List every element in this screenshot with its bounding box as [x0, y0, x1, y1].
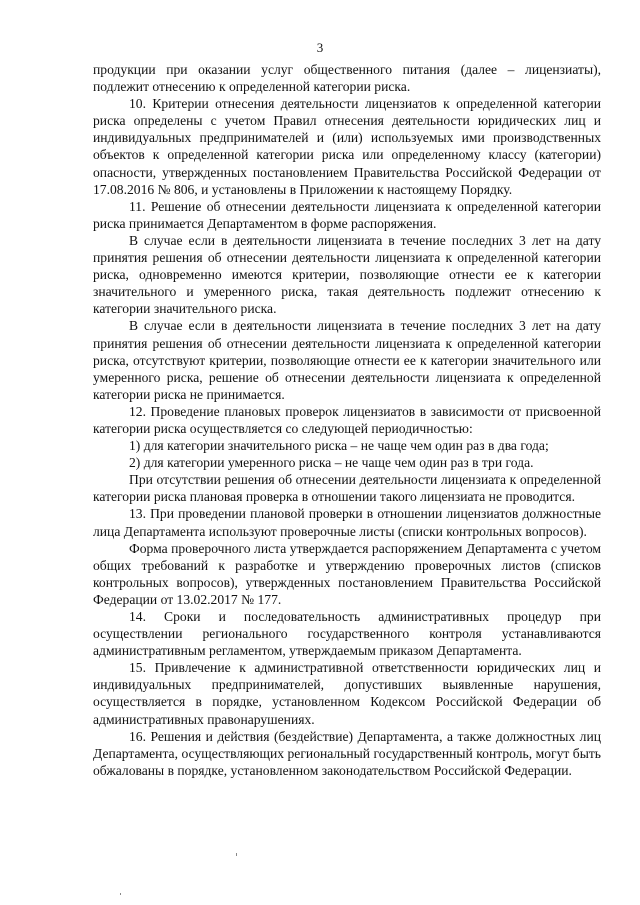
- document-body: [93, 61, 601, 779]
- paragraph-item-11: 11. Решение об отнесении деятельности лицензиата к определенной категории риска принимается Департаментом в форме распоряжения.: [93, 198, 601, 231]
- paragraph-case-no-criteria: В случае если в деятельности лицензиата в течение последних 3 лет на дату принятия решения об отнесении деятельности лицензиата к определенной категории риска, отсутствуют критерии, позволяющие отнести ее к категории значительного или умеренного риска, решение об отнесении деятельности лицензиата к определенной категории риска не принимается.: [93, 318, 601, 402]
- scan-speck: [120, 893, 121, 895]
- scan-speck: [236, 853, 237, 856]
- paragraph-item-10: 10. Критерии отнесения деятельности лицензиатов к определенной категории риска определены с учетом Правил отнесения деятельности юридических лиц и индивидуальных предпринимателей и (или) используемых ими производственных объектов к определенной категории риска или определенному классу (категории) опасности, утвержденных постановлением Правительства Российской Федерации от 17.08.2016 № 806, и установлены в Приложении к настоящему Порядку.: [93, 96, 601, 197]
- paragraph-continuation: продукции при оказании услуг общественного питания (далее – лицензиаты), подлежит отнесению к определенной категории риска.: [93, 62, 601, 95]
- paragraph-checklist-form: Форма проверочного листа утверждается распоряжением Департамента с учетом общих требований к разработке и утверждению проверочных листов (списков контрольных вопросов), утвержденных постановлением Правительства Российской Федерации от 13.02.2017 № 177.: [93, 540, 601, 607]
- paragraph-item-12: 12. Проведение плановых проверок лицензиатов в зависимости от присвоенной категории риска осуществляется со следующей периодичностью:: [93, 403, 601, 436]
- paragraph-no-decision: При отсутствии решения об отнесении деятельности лицензиата к определенной категории риска плановая проверка в отношении такого лицензиата не проводится.: [93, 472, 601, 505]
- paragraph-item-14: 14. Сроки и последовательность административных процедур при осуществлении регионального государственного контроля устанавливаются административным регламентом, утверждаемым приказом Департамента.: [93, 609, 601, 659]
- list-item-significant-risk: 1) для категории значительного риска – не чаще чем один раз в два года;: [129, 438, 549, 454]
- paragraph-case-both-criteria: В случае если в деятельности лицензиата в течение последних 3 лет на дату принятия решения об отнесении деятельности лицензиата к определенной категории риска, одновременно имеются критерии, позволяющие отнести ее к категории значительного и умеренного риска, такая деятельность подлежит отнесению к категории значительного риска.: [93, 232, 601, 317]
- list-item-moderate-risk: 2) для категории умеренного риска – не чаще чем один раз в три года.: [129, 455, 534, 471]
- paragraph-item-16: 16. Решения и действия (бездействие) Департамента, а также должностных лиц Департамента, осуществляющих региональный государственный контроль, могут быть обжалованы в порядке, установленном законодательством Российской Федерации.: [93, 728, 601, 778]
- paragraph-item-13: 13. При проведении плановой проверки в отношении лицензиатов должностные лица Департамента используют проверочные листы (списки контрольных вопросов).: [93, 506, 601, 539]
- page-number: 3: [316, 40, 324, 55]
- paragraph-item-15: 15. Привлечение к административной ответственности юридических лиц и индивидуальных предпринимателей, допустивших выявленные нарушения, осуществляется в порядке, установленном Кодексом Российской Федерации об административных правонарушениях.: [93, 660, 601, 727]
